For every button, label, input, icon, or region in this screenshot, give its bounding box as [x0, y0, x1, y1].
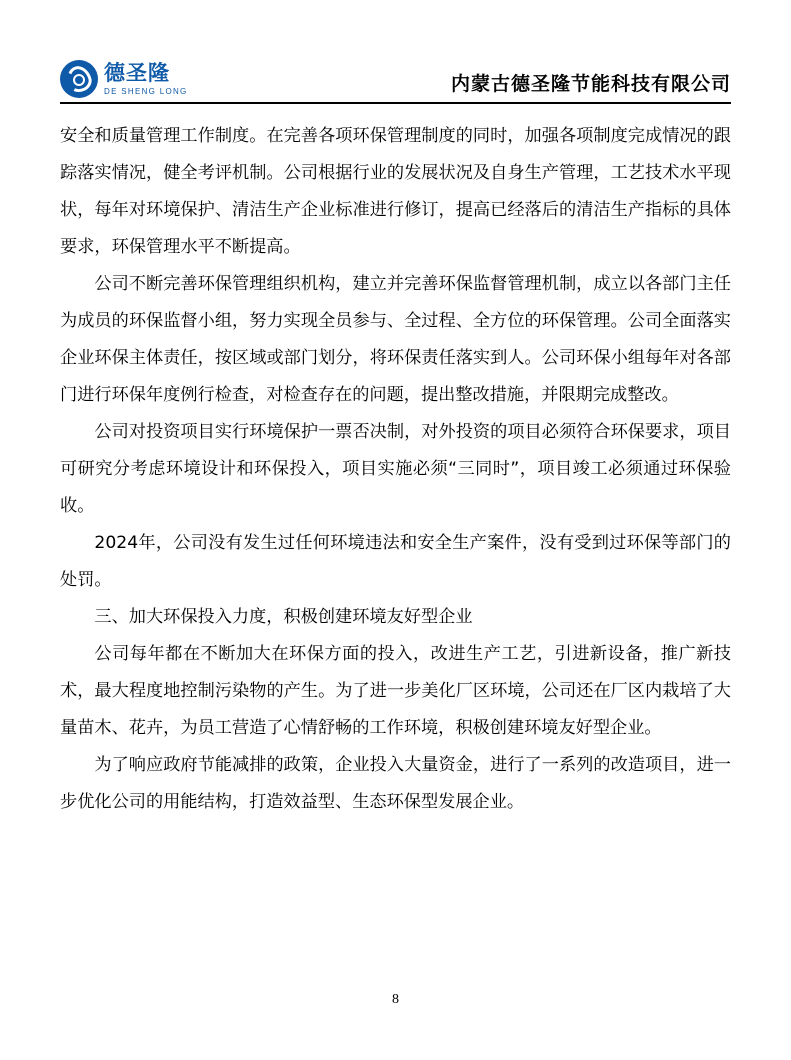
paragraph: 公司不断完善环保管理组织机构，建立并完善环保监督管理机制，成立以各部门主任为成员的环保监督小组，努力实现全员参与、全过程、全方位的环保管理。公司全面落实企业环保主体责任，按区域或部门划分，将环保责任落实到人。公司环保小组每年对各部门进行环保年度例行检查，对检查存在的问题，提出整改措施，并限期完成整改。: [60, 274, 731, 405]
document-page: [0, 36, 791, 1060]
page-header: [60, 36, 731, 100]
logo-text-block: [104, 60, 188, 96]
paragraph: 2024年，公司没有发生过任何环境违法和安全生产案件，没有受到过环保等部门的处罚。: [60, 533, 731, 590]
paragraph: 公司每年都在不断加大在环保方面的投入，改进生产工艺，引进新设备，推广新技术，最大程度地控制污染物的产生。为了进一步美化厂区环境，公司还在厂区内栽培了大量苗木、花卉，为员工营造了心情舒畅的工作环境，积极创建环境友好型企业。: [60, 644, 731, 738]
company-logo-icon: [60, 60, 98, 98]
document-body: [60, 118, 731, 821]
company-logo: [60, 60, 188, 98]
paragraph: 安全和质量管理工作制度。在完善各项环保管理制度的同时，加强各项制度完成情况的跟踪落实情况，健全考评机制。公司根据行业的发展状况及自身生产管理，工艺技术水平现状，每年对环境保护、清洁生产企业标准进行修订，提高已经落后的清洁生产指标的具体要求，环保管理水平不断提高。: [60, 126, 731, 257]
logo-chinese-text: 德圣隆: [104, 60, 170, 85]
page-number: 8: [392, 992, 399, 1007]
header-divider: [60, 102, 731, 104]
company-name-title: 内蒙古德圣隆节能科技有限公司: [450, 73, 731, 95]
paragraph: 为了响应政府节能减排的政策，企业投入大量资金，进行了一系列的改造项目，进一步优化公司的用能结构，打造效益型、生态环保型发展企业。: [60, 755, 731, 812]
paragraph: 公司对投资项目实行环境保护一票否决制，对外投资的项目必须符合环保要求，项目可研究分考虑环境设计和环保投入，项目实施必须“三同时”，项目竣工必须通过环保验收。: [60, 422, 731, 516]
logo-english-text: DE SHENG LONG: [104, 86, 188, 96]
section-heading: 三、加大环保投入力度，积极创建环境友好型企业: [94, 607, 473, 627]
